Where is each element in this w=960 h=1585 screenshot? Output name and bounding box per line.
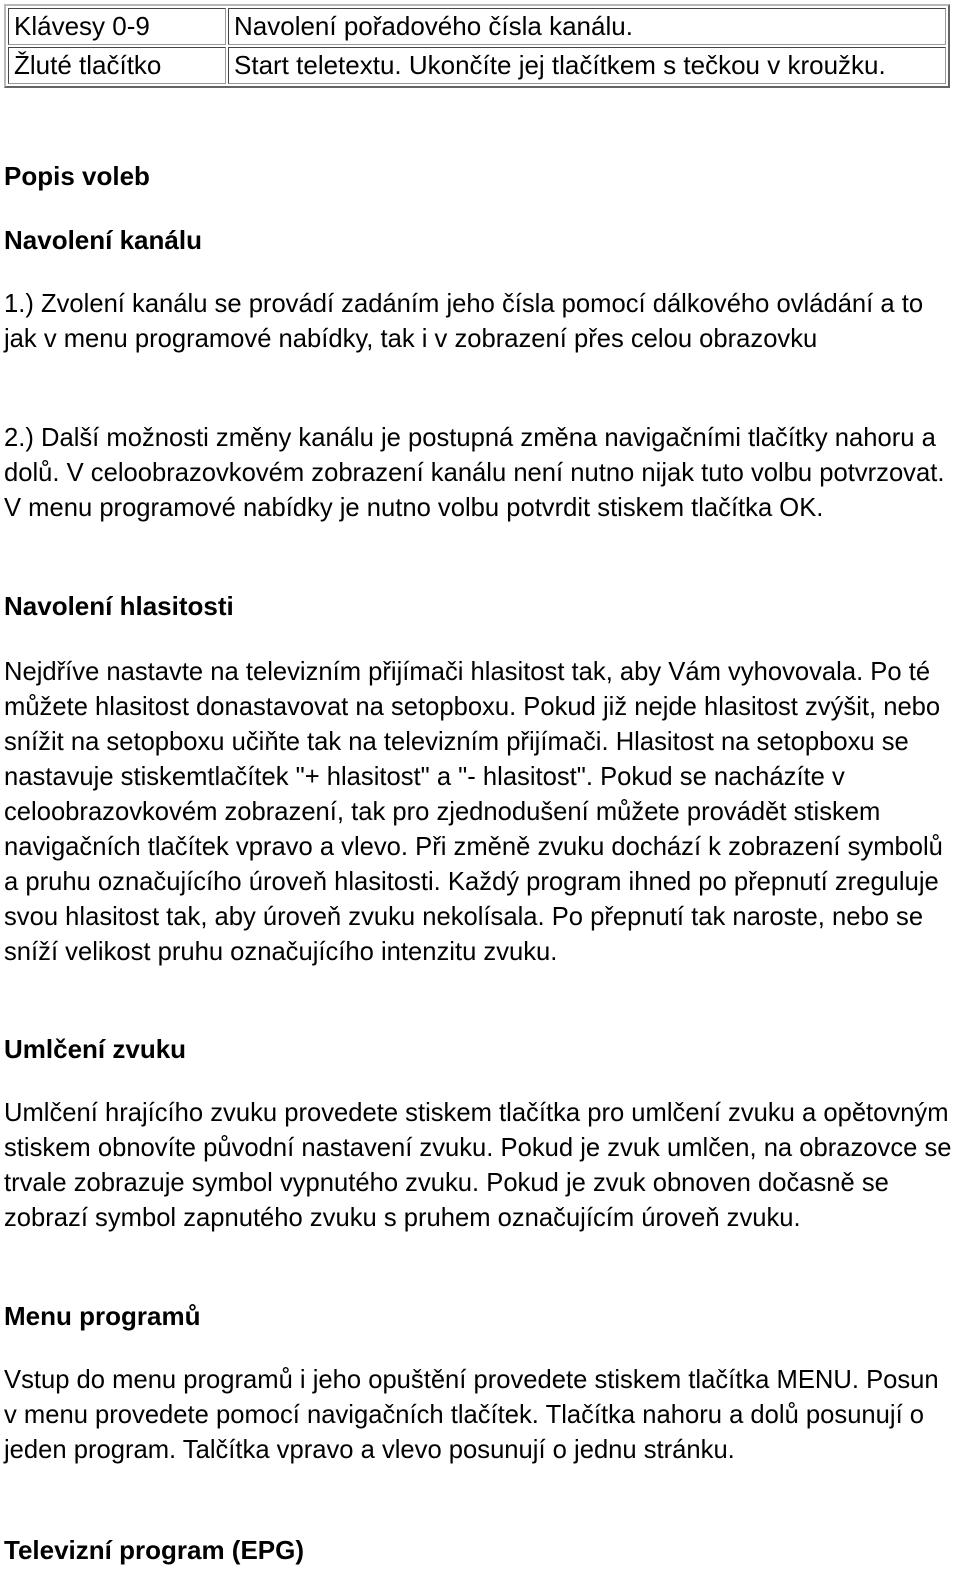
- paragraph-kanal-2: 2.) Další možnosti změny kanálu je postupná změna navigačními tlačítky nahoru a dolů. V celoobrazovkovém zobrazení kanálu není nutno nijak tuto volbu potvrzovat. V menu programové nabídky je nutno volbu potvrdit stiskem tlačítka OK.: [4, 424, 945, 522]
- document-page: [4, 0, 952, 1565]
- key-cell: Žluté tlačítko: [8, 47, 226, 84]
- key-cell: Klávesy 0-9: [8, 8, 226, 45]
- description-cell: Navolení pořadového čísla kanálu.: [228, 8, 946, 45]
- description-cell: Start teletextu. Ukončíte jej tlačítkem s tečkou v kroužku.: [228, 47, 946, 84]
- section-heading-epg: Televizní program (EPG): [4, 1535, 305, 1565]
- section-heading-umlceni-zvuku: Umlčení zvuku: [4, 1034, 187, 1064]
- section-heading-navoleni-kanalu: Navolení kanálu: [4, 225, 202, 255]
- remote-keys-table: [4, 4, 950, 88]
- paragraph-hlasitost: Nejdříve nastavte na televizním přijímači hlasitost tak, aby Vám vyhovovala. Po té můžete hlasitost donastavovat na setopboxu. Pokud již nejde hlasitost zvýšit, nebo snížit na setopboxu učiňte tak na televizním přijímači. Hlasitost na setopboxu se nastavuje stiskemtlačítek "+ hlasitost" a "- hlasitost". Pokud se nacházíte v celoobrazovkovém zobrazení, tak pro zjednodušení můžete provádět stiskem navigačních tlačítek vpravo a vlevo. Při změně zvuku dochází k zobrazení symbolů a pruhu označujícího úroveň hlasitosti. Každý program ihned po přepnutí zreguluje svou hlasitost tak, aby úroveň zvuku nekolísala. Po přepnutí tak naroste, nebo se sníží velikost pruhu označujícího intenzitu zvuku.: [4, 658, 943, 966]
- table-row: [8, 8, 946, 45]
- paragraph-umlceni: Umlčení hrajícího zvuku provedete stiskem tlačítka pro umlčení zvuku a opětovným stiskem obnovíte původní nastavení zvuku. Pokud je zvuk umlčen, na obrazovce se trvale zobrazuje symbol vypnutého zvuku. Pokud je zvuk obnoven dočasně se zobrazí symbol zapnutého zvuku s pruhem označujícím úroveň zvuku.: [4, 1099, 952, 1232]
- section-heading-popis-voleb: Popis voleb: [4, 161, 150, 191]
- table-row: [8, 47, 946, 84]
- paragraph-kanal-1: 1.) Zvolení kanálu se provádí zadáním jeho čísla pomocí dálkového ovládání a to jak v menu programové nabídky, tak i v zobrazení přes celou obrazovku: [4, 290, 924, 353]
- paragraph-menu: Vstup do menu programů i jeho opuštění provedete stiskem tlačítka MENU. Posun v menu provedete pomocí navigačních tlačítek. Tlačítka nahoru a dolů posunují o jeden program. Talčítka vpravo a vlevo posunují o jednu stránku.: [4, 1366, 939, 1464]
- section-heading-navoleni-hlasitosti: Navolení hlasitosti: [4, 591, 234, 621]
- section-heading-menu-programu: Menu programů: [4, 1301, 201, 1331]
